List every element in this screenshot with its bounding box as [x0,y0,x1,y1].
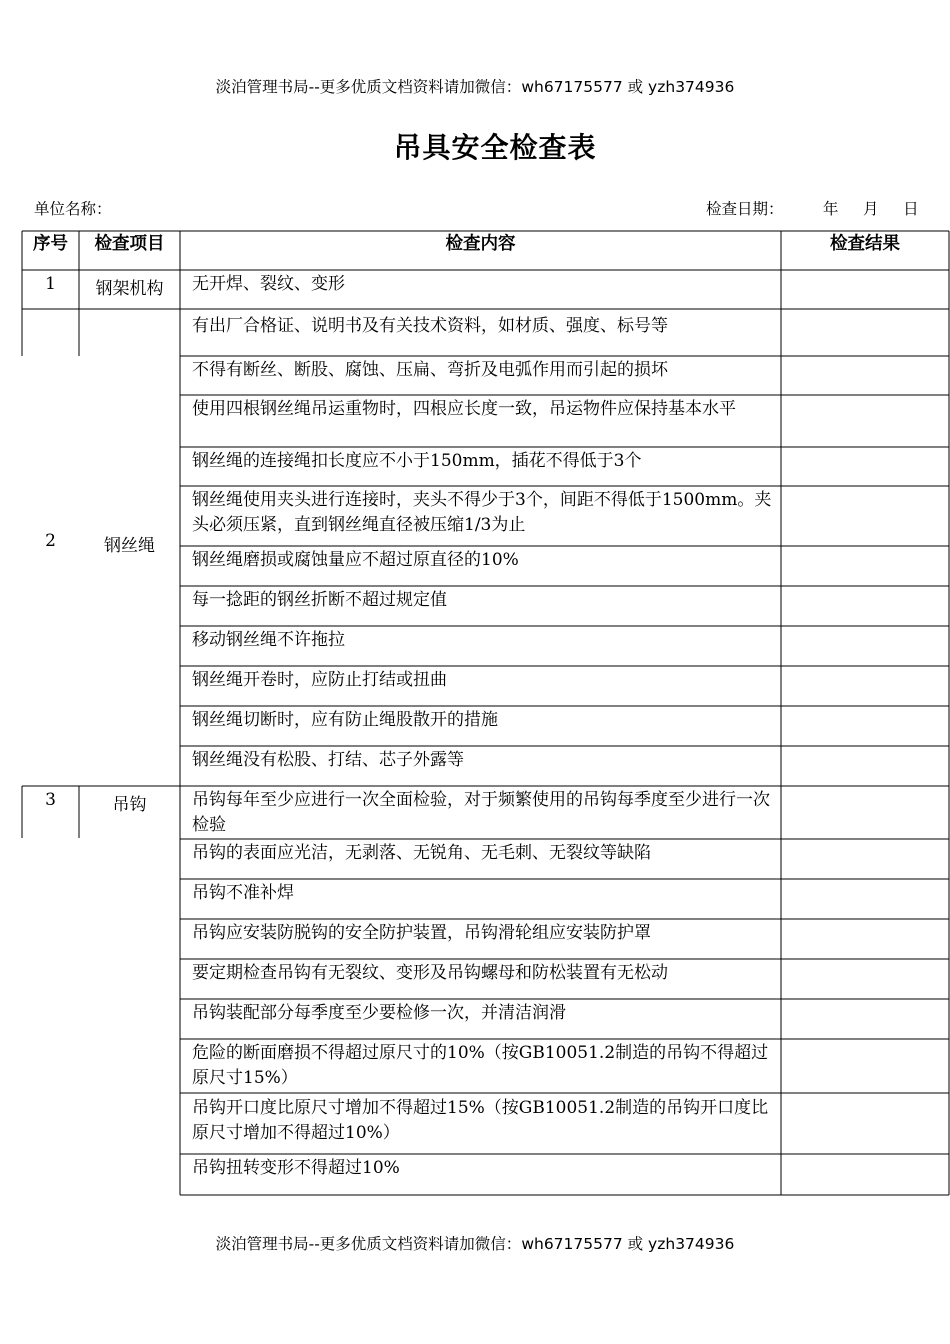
check-content: 钢丝绳切断时，应有防止绳股散开的措施 [192,710,498,730]
seq-2: 2 [45,531,56,551]
check-content: 使用四根钢丝绳吊运重物时，四根应长度一致，吊运物件应保持基本水平 [192,399,736,419]
page-footer-note: 淡泊管理书局--更多优质文档资料请加微信：wh67175577 或 yzh374936 [215,1235,735,1253]
header-item: 检查项目 [94,234,165,254]
check-content: 无开焊、裂纹、变形 [192,274,345,294]
check-content: 每一捻距的钢丝折断不超过规定值 [192,590,447,610]
check-content: 吊钩开口度比原尺寸增加不得超过15%（按GB10051.2制造的吊钩开口度比原尺寸增加不得超过10%） [192,1098,769,1143]
check-content: 钢丝绳磨损或腐蚀量应不超过原直径的10% [192,550,519,570]
page-header-note: 淡泊管理书局--更多优质文档资料请加微信：wh67175577 或 yzh374936 [215,78,735,96]
inspection-date-label: 检查日期： 年 月 日 [706,200,919,217]
check-content: 要定期检查吊钩有无裂纹、变形及吊钩螺母和防松装置有无松动 [192,963,668,983]
check-content: 不得有断丝、断股、腐蚀、压扁、弯折及电弧作用而引起的损坏 [192,360,668,380]
check-content: 钢丝绳没有松股、打结、芯子外露等 [192,750,464,770]
unit-name-label: 单位名称： [34,200,112,217]
check-content: 钢丝绳的连接绳扣长度应不小于150mm，插花不得低于3个 [192,451,642,471]
check-content: 吊钩不准补焊 [192,883,294,903]
check-content: 吊钩装配部分每季度至少要检修一次，并清洁润滑 [192,1003,566,1023]
check-content: 吊钩应安装防脱钩的安全防护装置，吊钩滑轮组应安装防护罩 [192,923,651,943]
check-content: 吊钩的表面应光洁，无剥落、无锐角、无毛刺、无裂纹等缺陷 [192,843,651,863]
check-content: 有出厂合格证、说明书及有关技术资料，如材质、强度、标号等 [192,316,668,336]
item-steel-frame: 钢架机构 [95,279,164,299]
item-hook: 吊钩 [112,795,147,815]
check-content: 吊钩每年至少应进行一次全面检验，对于频繁使用的吊钩每季度至少进行一次检验 [192,790,770,835]
header-seq: 序号 [33,234,68,254]
header-content: 检查内容 [445,234,516,254]
check-content: 移动钢丝绳不许拖拉 [192,630,345,650]
item-wire-rope: 钢丝绳 [104,536,155,556]
seq-3: 3 [45,790,56,810]
seq-1: 1 [45,274,56,294]
check-content: 钢丝绳使用夹头进行连接时，夹头不得少于3个，间距不得低于1500mm。夹头必须压紧，直到钢丝绳直径被压缩1/3为止 [192,490,772,535]
check-content: 钢丝绳开卷时，应防止打结或扭曲 [192,670,447,690]
check-content: 危险的断面磨损不得超过原尺寸的10%（按GB10051.2制造的吊钩不得超过原尺寸15%） [192,1043,769,1088]
page-title: 吊具安全检查表 [393,131,597,164]
check-content: 吊钩扭转变形不得超过10% [192,1158,400,1178]
header-result: 检查结果 [830,234,900,254]
